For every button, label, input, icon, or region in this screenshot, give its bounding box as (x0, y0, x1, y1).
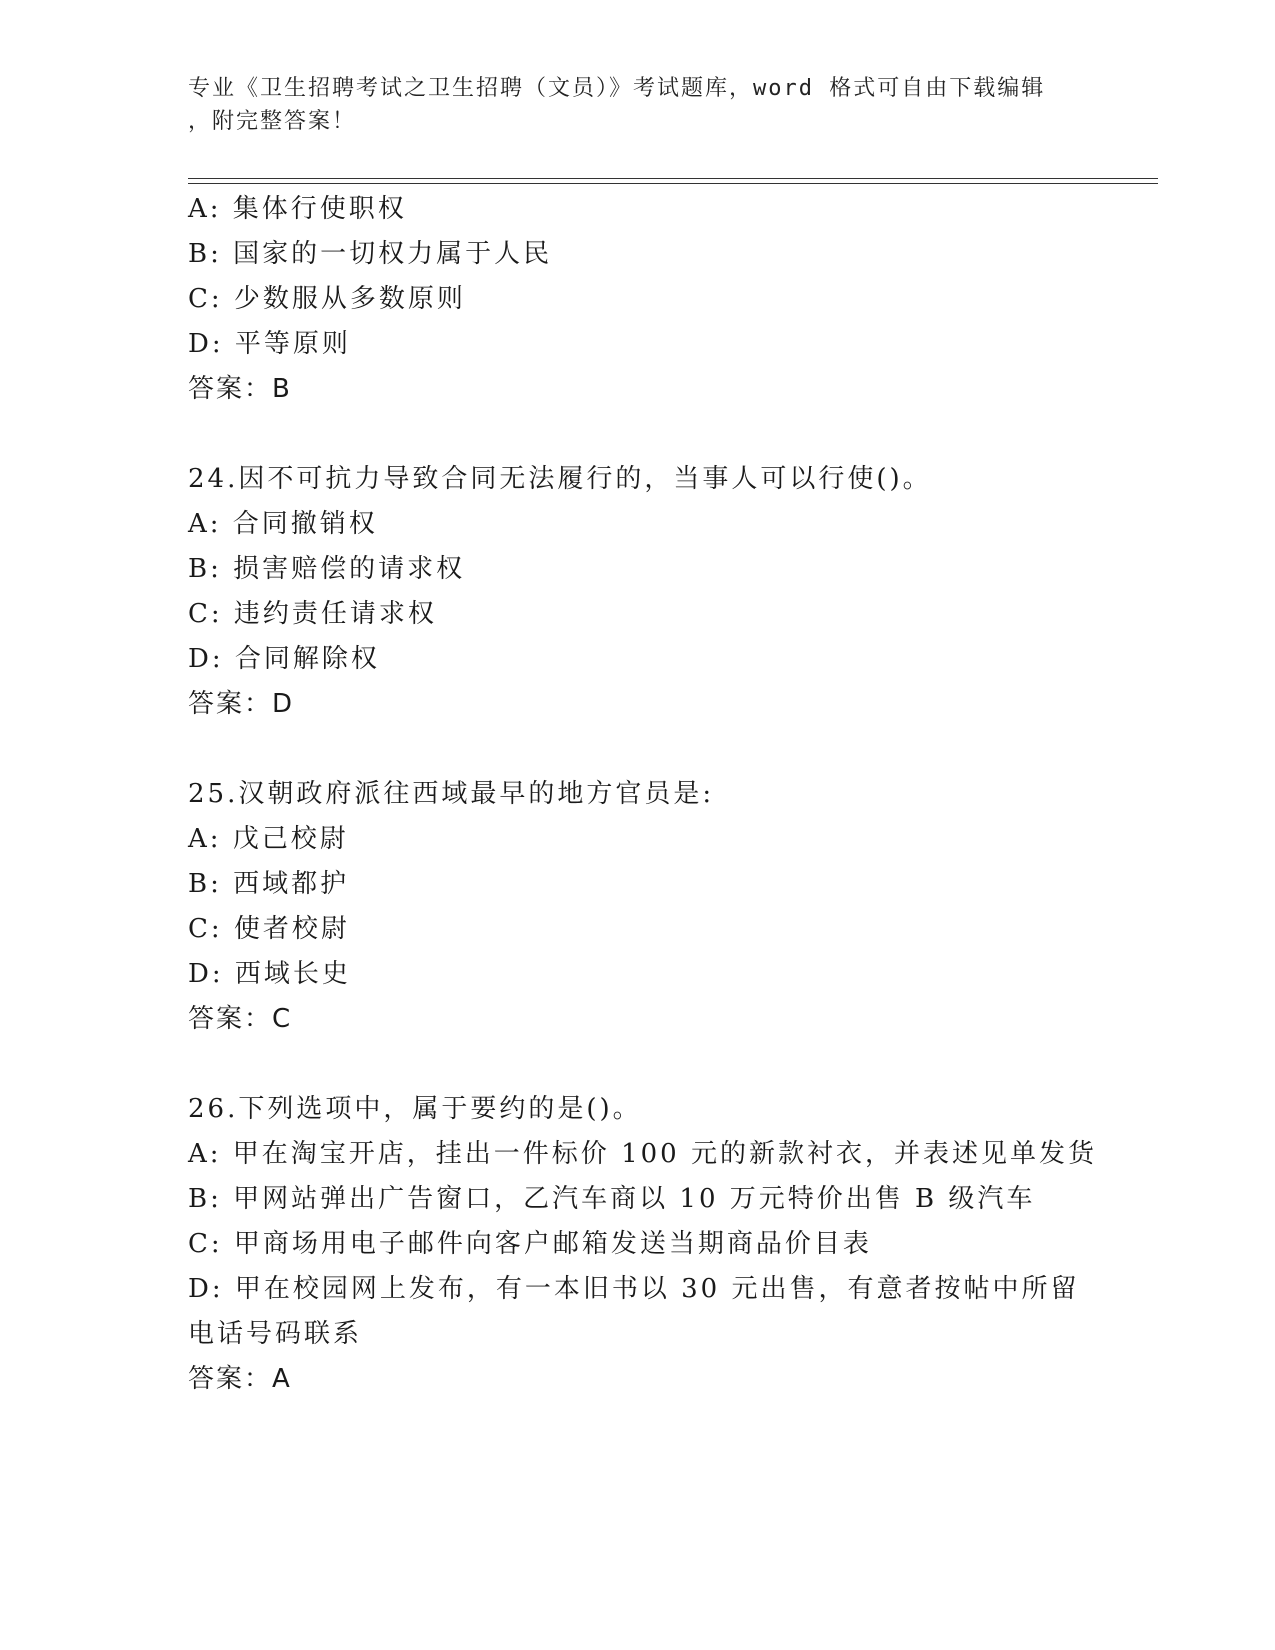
q25-answer: 答案：C (188, 1004, 293, 1034)
q25-option-d: D: 西域长史 (188, 959, 351, 989)
q25-option-b: B: 西域都护 (188, 869, 350, 899)
q24-question: 24.因不可抗力导致合同无法履行的，当事人可以行使()。 (188, 464, 932, 494)
q25-question: 25.汉朝政府派往西域最早的地方官员是: (188, 779, 715, 809)
q26-answer: 答案：A (188, 1364, 292, 1394)
q23-option-c: C: 少数服从多数原则 (188, 284, 466, 314)
q26-question: 26.下列选项中，属于要约的是()。 (188, 1094, 642, 1124)
q23-option-d: D: 平等原则 (188, 329, 351, 359)
q26-option-c: C: 甲商场用电子邮件向客户邮箱发送当期商品价目表 (188, 1229, 872, 1259)
header-line-1: 专业《卫生招聘考试之卫生招聘（文员）》考试题库，word 格式可自由下载编辑 (188, 76, 1046, 101)
q24-option-b: B: 损害赔偿的请求权 (188, 554, 466, 584)
q26-option-d-line-2: 电话号码联系 (188, 1319, 363, 1349)
q26-option-a: A: 甲在淘宝开店，挂出一件标价 100 元的新款衬衣，并表述见单发货 (188, 1139, 1097, 1169)
q23-answer: 答案：B (188, 374, 292, 404)
q23-option-b: B: 国家的一切权力属于人民 (188, 239, 553, 269)
q24-answer: 答案：D (188, 689, 295, 719)
q25-option-a: A: 戊己校尉 (188, 824, 349, 854)
q23-option-a: A: 集体行使职权 (188, 194, 407, 224)
q24-option-a: A: 合同撤销权 (188, 509, 378, 539)
header-line-2: ，附完整答案！ (188, 109, 357, 134)
q24-option-d: D: 合同解除权 (188, 644, 380, 674)
q25-option-c: C: 使者校尉 (188, 914, 350, 944)
q24-option-c: C: 违约责任请求权 (188, 599, 437, 629)
header-divider-bottom (188, 183, 1158, 184)
document-header (188, 72, 1068, 138)
header-divider-top (188, 178, 1158, 179)
q26-option-d-line-1: D: 甲在校园网上发布，有一本旧书以 30 元出售，有意者按帖中所留 (188, 1274, 1080, 1304)
q26-option-b: B: 甲网站弹出广告窗口，乙汽车商以 10 万元特价出售 B 级汽车 (188, 1184, 1036, 1214)
